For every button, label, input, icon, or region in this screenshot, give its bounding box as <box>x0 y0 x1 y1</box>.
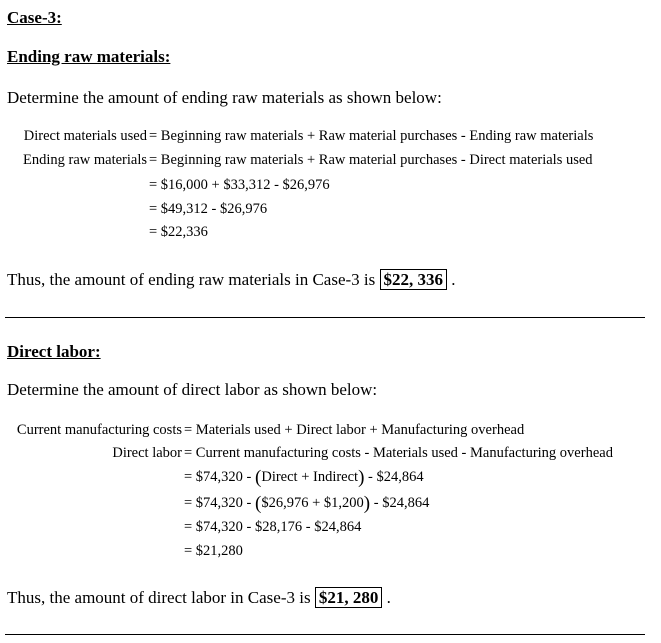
direct-labor-conclusion <box>7 588 391 608</box>
eq2-lhs-ending-raw-materials: Ending raw materials <box>22 152 147 168</box>
eq1-lhs-current-manufacturing-costs: Current manufacturing costs <box>16 422 182 438</box>
step1-paren-content: Direct + Indirect <box>261 469 359 485</box>
ending-raw-materials-intro: Determine the amount of ending raw materials as shown below: <box>7 88 442 107</box>
close-paren: ) <box>363 493 371 514</box>
case-title: Case-3: <box>7 8 62 27</box>
calc-step-2: = $49,312 - $26,976 <box>149 201 268 217</box>
ending-raw-materials-heading: Ending raw materials: <box>7 47 171 66</box>
calc-step-1 <box>184 468 424 487</box>
calc-step-1: = $16,000 + $33,312 - $26,976 <box>149 177 330 193</box>
ending-raw-materials-conclusion <box>7 270 456 290</box>
eq2-lhs-direct-labor: Direct labor <box>112 445 182 461</box>
conclusion-text: Thus, the amount of direct labor in Case-3 is <box>7 588 311 607</box>
eq1-rhs: = Materials used + Direct labor + Manufacturing overhead <box>184 422 525 438</box>
eq2-rhs: = Beginning raw materials + Raw material purchases - Direct materials used <box>149 152 593 168</box>
calc-step-3: = $22,336 <box>149 224 208 240</box>
direct-labor-intro: Determine the amount of direct labor as shown below: <box>7 380 378 399</box>
step1-prefix: = $74,320 - <box>184 469 252 485</box>
divider <box>5 634 645 635</box>
conclusion-text: Thus, the amount of ending raw materials in Case-3 is <box>7 270 376 289</box>
conclusion-period: . <box>386 588 391 607</box>
calc-step-3: = $74,320 - $28,176 - $24,864 <box>184 519 362 535</box>
open-paren: ( <box>255 467 262 488</box>
direct-labor-heading: Direct labor: <box>7 342 101 361</box>
divider <box>5 317 645 318</box>
step2-suffix: - $24,864 <box>373 495 430 511</box>
step2-prefix: = $74,320 - <box>184 495 252 511</box>
eq1-lhs-direct-materials-used: Direct materials used <box>23 128 147 144</box>
eq1-rhs: = Beginning raw materials + Raw material purchases - Ending raw materials <box>149 128 594 144</box>
answer-box: $22, 336 <box>380 269 448 290</box>
open-paren: ( <box>255 493 262 514</box>
conclusion-period: . <box>451 270 456 289</box>
step1-suffix: - $24,864 <box>368 469 424 485</box>
step2-paren-content: $26,976 + $1,200 <box>261 495 364 511</box>
calc-step-2 <box>184 494 429 513</box>
close-paren: ) <box>358 467 365 488</box>
eq2-rhs: = Current manufacturing costs - Materials used - Manufacturing overhead <box>184 445 613 461</box>
calc-step-4: = $21,280 <box>184 543 243 559</box>
answer-box: $21, 280 <box>315 587 383 608</box>
